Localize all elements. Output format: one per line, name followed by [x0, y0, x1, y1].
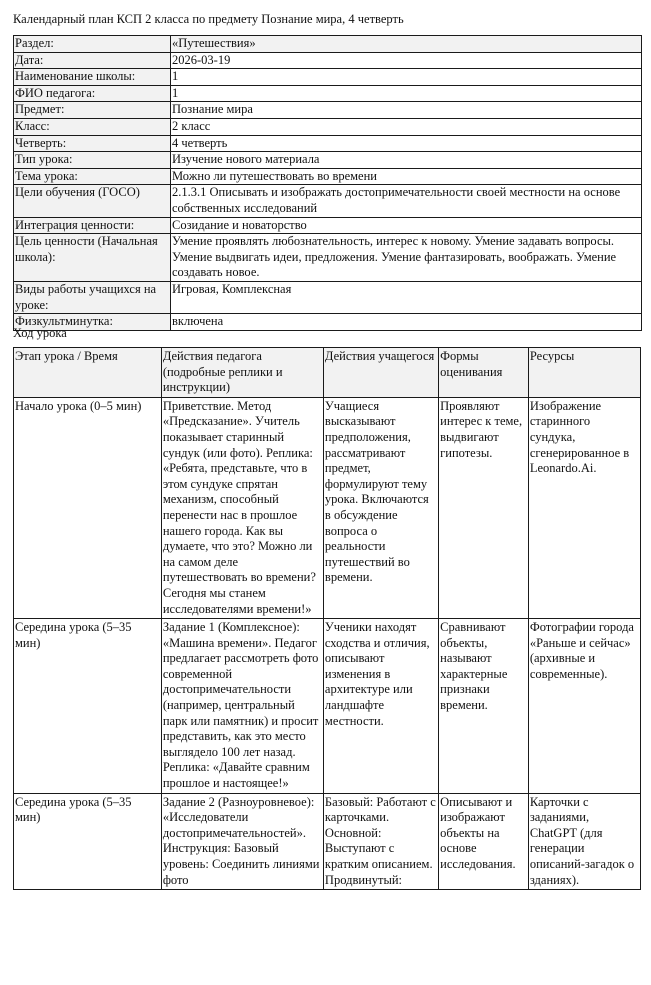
info-value: Можно ли путешествовать во времени	[171, 168, 642, 185]
table-cell: Ученики находят сходства и отличия, описывают изменения в архитектуре или ландшафте местности.	[323, 619, 438, 794]
lesson-stage-row	[14, 397, 641, 618]
table-cell: Проявляют интерес к теме, выдвигают гипотезы.	[439, 397, 529, 618]
info-value: 2 класс	[171, 118, 642, 135]
info-value: Изучение нового материала	[171, 152, 642, 169]
info-key: Предмет:	[14, 102, 171, 119]
info-row	[14, 152, 642, 169]
info-value: Созидание и новаторство	[171, 217, 642, 234]
info-row	[14, 234, 642, 282]
lesson-stage-row	[14, 793, 641, 890]
table-cell: Изображение старинного сундука, сгенерированное в Leonardo.Ai.	[528, 397, 640, 618]
table-cell: Фотографии города «Раньше и сейчас» (архивные и современные).	[528, 619, 640, 794]
info-key: Тип урока:	[14, 152, 171, 169]
lesson-stage-row	[14, 619, 641, 794]
info-key: Цели обучения (ГОСО)	[14, 185, 171, 217]
info-key: Раздел:	[14, 36, 171, 53]
table-cell: Приветствие. Метод «Предсказание». Учитель показывает старинный сундук (или фото). Реплика: «Ребята, представьте, что в этом сундуке спрятан механизм, способный перенести нас в прошлое нашего города. Как вы думаете, что это? Можно ли на самом деле путешествовать во времени? Сегодня мы станем исследователями времени!»	[161, 397, 323, 618]
lesson-flow-label: Ход урока	[13, 326, 67, 340]
column-header: Ресурсы	[528, 348, 640, 398]
table-cell: Задание 1 (Комплексное): «Машина времени». Педагог предлагает рассмотреть фото современной достопримечательности (например, центральный парк или памятник) и просит представить, как это место выглядело 100 лет назад. Реплика: «Давайте сравним прошлое и настоящее!»	[161, 619, 323, 794]
info-row	[14, 135, 642, 152]
table-cell: Середина урока (5–35 мин)	[14, 793, 162, 890]
info-row	[14, 102, 642, 119]
info-row	[14, 69, 642, 86]
column-header: Формы оценивания	[439, 348, 529, 398]
table-cell: Середина урока (5–35 мин)	[14, 619, 162, 794]
info-row	[14, 314, 642, 331]
table-cell: Описывают и изображают объекты на основе исследования.	[439, 793, 529, 890]
info-key: Класс:	[14, 118, 171, 135]
info-row	[14, 118, 642, 135]
lesson-flow-header-row	[14, 348, 641, 398]
document-title: Календарный план КСП 2 класса по предмету Познание мира, 4 четверть	[13, 12, 404, 26]
table-cell: Карточки с заданиями, ChatGPT (для генерации описаний-загадок о зданиях).	[528, 793, 640, 890]
table-cell: Сравнивают объекты, называют характерные признаки времени.	[439, 619, 529, 794]
table-cell: Задание 2 (Разноуровневое): «Исследователи достопримечательностей». Инструкция: Базовый уровень: Соединить линиями фото	[161, 793, 323, 890]
info-key: Четверть:	[14, 135, 171, 152]
info-row	[14, 36, 642, 53]
info-value: «Путешествия»	[171, 36, 642, 53]
info-key: Физкультминутка:	[14, 314, 171, 331]
table-cell: Базовый: Работают с карточками. Основной: Выступают с кратким описанием. Продвинутый:	[323, 793, 438, 890]
lesson-info-table	[13, 35, 642, 331]
info-row	[14, 52, 642, 69]
info-key: ФИО педагога:	[14, 85, 171, 102]
lesson-flow-table	[13, 347, 641, 890]
info-row	[14, 185, 642, 217]
info-value: Игровая, Комплексная	[171, 281, 642, 313]
info-row	[14, 217, 642, 234]
table-cell: Начало урока (0–5 мин)	[14, 397, 162, 618]
column-header: Действия педагога (подробные реплики и инструкции)	[161, 348, 323, 398]
info-row	[14, 168, 642, 185]
info-value: Познание мира	[171, 102, 642, 119]
info-row	[14, 281, 642, 313]
info-value: 2026-03-19	[171, 52, 642, 69]
info-key: Интеграция ценности:	[14, 217, 171, 234]
table-cell: Учащиеся высказывают предположения, рассматривают предмет, формулируют тему урока. Включаются в обсуждение вопроса о реальности путешествий во времени.	[323, 397, 438, 618]
info-key: Виды работы учащихся на уроке:	[14, 281, 171, 313]
info-key: Тема урока:	[14, 168, 171, 185]
info-key: Наименование школы:	[14, 69, 171, 86]
info-key: Цель ценности (Начальная школа):	[14, 234, 171, 282]
info-value: 1	[171, 69, 642, 86]
info-value: Умение проявлять любознательность, интерес к новому. Умение задавать вопросы. Умение выдвигать идеи, предложения. Умение фантазировать, воображать. Умение создавать новое.	[171, 234, 642, 282]
info-value: 1	[171, 85, 642, 102]
info-value: 2.1.3.1 Описывать и изображать достопримечательности своей местности на основе собственных исследований	[171, 185, 642, 217]
info-row	[14, 85, 642, 102]
info-value: 4 четверть	[171, 135, 642, 152]
info-key: Дата:	[14, 52, 171, 69]
info-value: включена	[171, 314, 642, 331]
column-header: Этап урока / Время	[14, 348, 162, 398]
column-header: Действия учащегося	[323, 348, 438, 398]
